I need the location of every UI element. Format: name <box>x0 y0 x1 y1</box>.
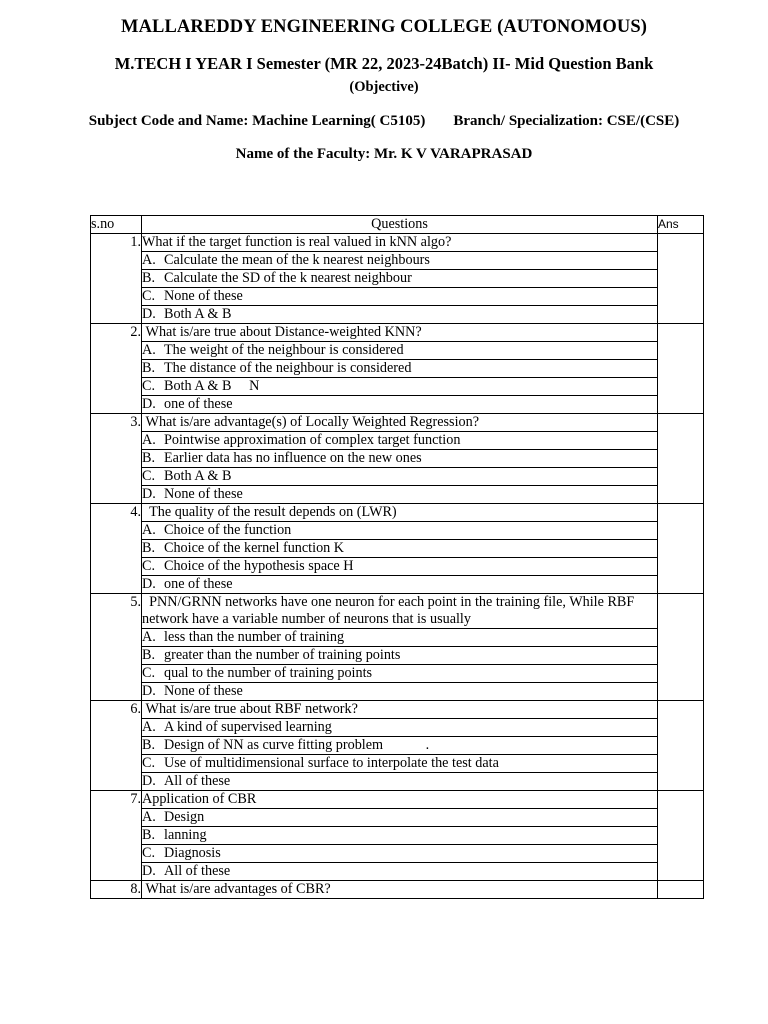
exam-title: M.TECH I YEAR I Semester (MR 22, 2023-24Batch) II- Mid Question Bank <box>114 54 654 73</box>
option-cell <box>142 540 658 558</box>
question-number: 2. <box>91 324 142 414</box>
option-row <box>91 270 704 288</box>
question-row <box>91 324 704 342</box>
option-text: Both A & B <box>164 306 232 322</box>
option-text: less than the number of training <box>164 629 345 645</box>
option-letter: C. <box>142 468 156 484</box>
option-cell <box>142 378 658 396</box>
option-row <box>91 576 704 594</box>
question-number: 4. <box>91 504 142 594</box>
option-text: Diagnosis <box>164 845 221 861</box>
option-row <box>91 540 704 558</box>
option-letter: B. <box>142 737 156 753</box>
exam-type: (Objective) <box>349 79 419 95</box>
question-text: What if the target function is real valued in kNN algo? <box>142 234 658 252</box>
col-ans-header: Ans <box>658 216 704 234</box>
option-cell <box>142 288 658 306</box>
option-text: Design of NN as curve fitting problem . <box>164 737 430 753</box>
answer-cell <box>658 414 704 504</box>
option-cell <box>142 827 658 845</box>
option-letter: D. <box>142 683 156 699</box>
option-letter: C. <box>142 558 156 574</box>
option-cell <box>142 576 658 594</box>
option-cell <box>142 809 658 827</box>
option-letter: A. <box>142 809 156 825</box>
question-row <box>91 881 704 899</box>
option-row <box>91 378 704 396</box>
answer-cell <box>658 324 704 414</box>
option-row <box>91 450 704 468</box>
option-cell <box>142 558 658 576</box>
option-row <box>91 252 704 270</box>
answer-cell <box>658 701 704 791</box>
question-row <box>91 414 704 432</box>
faculty-line: Name of the Faculty: Mr. K V VARAPRASAD <box>235 146 533 162</box>
question-text: Application of CBR <box>142 791 658 809</box>
question-row <box>91 234 704 252</box>
question-text: What is/are advantage(s) of Locally Weighted Regression? <box>142 414 658 432</box>
option-row <box>91 342 704 360</box>
option-text: Choice of the function <box>164 522 292 538</box>
answer-cell <box>658 881 704 899</box>
option-letter: C. <box>142 845 156 861</box>
option-text: The weight of the neighbour is considered <box>164 342 404 358</box>
option-text: Choice of the kernel function K <box>164 540 345 556</box>
option-text: None of these <box>164 486 243 502</box>
option-row <box>91 522 704 540</box>
option-cell <box>142 647 658 665</box>
option-text: None of these <box>164 288 243 304</box>
question-number: 8. <box>91 881 142 899</box>
option-text: Both A & B N <box>164 378 260 394</box>
option-letter: A. <box>142 522 156 538</box>
option-cell <box>142 683 658 701</box>
table-header-row <box>91 216 704 234</box>
option-letter: B. <box>142 450 156 466</box>
option-text: qual to the number of training points <box>164 665 373 681</box>
option-letter: B. <box>142 360 156 376</box>
option-row <box>91 863 704 881</box>
option-letter: A. <box>142 629 156 645</box>
option-row <box>91 755 704 773</box>
option-text: A kind of supervised learning <box>164 719 332 735</box>
option-text: Pointwise approximation of complex target function <box>164 432 461 448</box>
option-letter: B. <box>142 540 156 556</box>
option-cell <box>142 773 658 791</box>
col-sno-header: s.no <box>91 216 142 234</box>
option-cell <box>142 719 658 737</box>
college-title: MALLAREDDY ENGINEERING COLLEGE (AUTONOMOUS) <box>121 17 647 37</box>
option-row <box>91 827 704 845</box>
option-text: Calculate the SD of the k nearest neighbour <box>164 270 412 286</box>
question-table <box>90 215 704 899</box>
question-table-body <box>91 234 704 899</box>
option-letter: C. <box>142 378 156 394</box>
option-text: Design <box>164 809 205 825</box>
question-row <box>91 504 704 522</box>
option-row <box>91 683 704 701</box>
option-text: Earlier data has no influence on the new ones <box>164 450 422 466</box>
option-row <box>91 845 704 863</box>
option-letter: A. <box>142 252 156 268</box>
option-row <box>91 665 704 683</box>
option-text: The distance of the neighbour is considered <box>164 360 412 376</box>
option-cell <box>142 665 658 683</box>
option-letter: B. <box>142 270 156 286</box>
option-text: one of these <box>164 396 233 412</box>
option-cell <box>142 450 658 468</box>
option-cell <box>142 360 658 378</box>
option-cell <box>142 396 658 414</box>
option-cell <box>142 486 658 504</box>
option-row <box>91 468 704 486</box>
answer-cell <box>658 594 704 701</box>
option-cell <box>142 629 658 647</box>
option-letter: A. <box>142 719 156 735</box>
question-text: What is/are true about RBF network? <box>142 701 658 719</box>
subject-line <box>0 113 768 130</box>
option-letter: A. <box>142 432 156 448</box>
option-letter: C. <box>142 665 156 681</box>
option-text: All of these <box>164 863 231 879</box>
question-number: 3. <box>91 414 142 504</box>
option-row <box>91 737 704 755</box>
option-row <box>91 629 704 647</box>
option-letter: B. <box>142 827 156 843</box>
option-cell <box>142 306 658 324</box>
option-cell <box>142 845 658 863</box>
option-cell <box>142 468 658 486</box>
option-text: greater than the number of training points <box>164 647 401 663</box>
option-text: None of these <box>164 683 243 699</box>
question-row <box>91 791 704 809</box>
option-letter: A. <box>142 342 156 358</box>
option-row <box>91 647 704 665</box>
option-letter: D. <box>142 306 156 322</box>
option-text: Calculate the mean of the k nearest neighbours <box>164 252 430 268</box>
option-letter: D. <box>142 863 156 879</box>
option-cell <box>142 270 658 288</box>
option-row <box>91 288 704 306</box>
option-row <box>91 306 704 324</box>
question-row <box>91 701 704 719</box>
option-row <box>91 773 704 791</box>
option-letter: C. <box>142 288 156 304</box>
option-cell <box>142 863 658 881</box>
question-number: 1. <box>91 234 142 324</box>
option-text: Use of multidimensional surface to interpolate the test data <box>164 755 499 771</box>
answer-cell <box>658 791 704 881</box>
option-row <box>91 558 704 576</box>
question-text: The quality of the result depends on (LWR) <box>142 504 658 522</box>
question-text: What is/are true about Distance-weighted KNN? <box>142 324 658 342</box>
question-number: 5. <box>91 594 142 701</box>
option-row <box>91 432 704 450</box>
option-cell <box>142 755 658 773</box>
subject-info: Subject Code and Name: Machine Learning( C5105) <box>88 113 426 129</box>
option-row <box>91 719 704 737</box>
option-text: Both A & B <box>164 468 232 484</box>
answer-cell <box>658 504 704 594</box>
option-cell <box>142 252 658 270</box>
option-letter: D. <box>142 576 156 592</box>
option-cell <box>142 522 658 540</box>
option-letter: D. <box>142 396 156 412</box>
option-letter: D. <box>142 773 156 789</box>
question-row <box>91 594 704 629</box>
option-row <box>91 809 704 827</box>
option-cell <box>142 737 658 755</box>
option-text: one of these <box>164 576 233 592</box>
option-letter: B. <box>142 647 156 663</box>
option-row <box>91 360 704 378</box>
question-text: What is/are advantages of CBR? <box>142 881 658 899</box>
option-cell <box>142 342 658 360</box>
option-cell <box>142 432 658 450</box>
option-row <box>91 396 704 414</box>
question-text: PNN/GRNN networks have one neuron for each point in the training file, While RBF network have a variable number of neurons that is usually <box>142 594 658 629</box>
answer-cell <box>658 234 704 324</box>
option-text: All of these <box>164 773 231 789</box>
branch-info: Branch/ Specialization: CSE/(CSE) <box>453 113 680 129</box>
option-letter: D. <box>142 486 156 502</box>
question-number: 7. <box>91 791 142 881</box>
option-text: Choice of the hypothesis space H <box>164 558 354 574</box>
option-letter: C. <box>142 755 156 771</box>
option-row <box>91 486 704 504</box>
option-text: lanning <box>164 827 207 843</box>
question-number: 6. <box>91 701 142 791</box>
col-questions-header: Questions <box>142 216 658 234</box>
